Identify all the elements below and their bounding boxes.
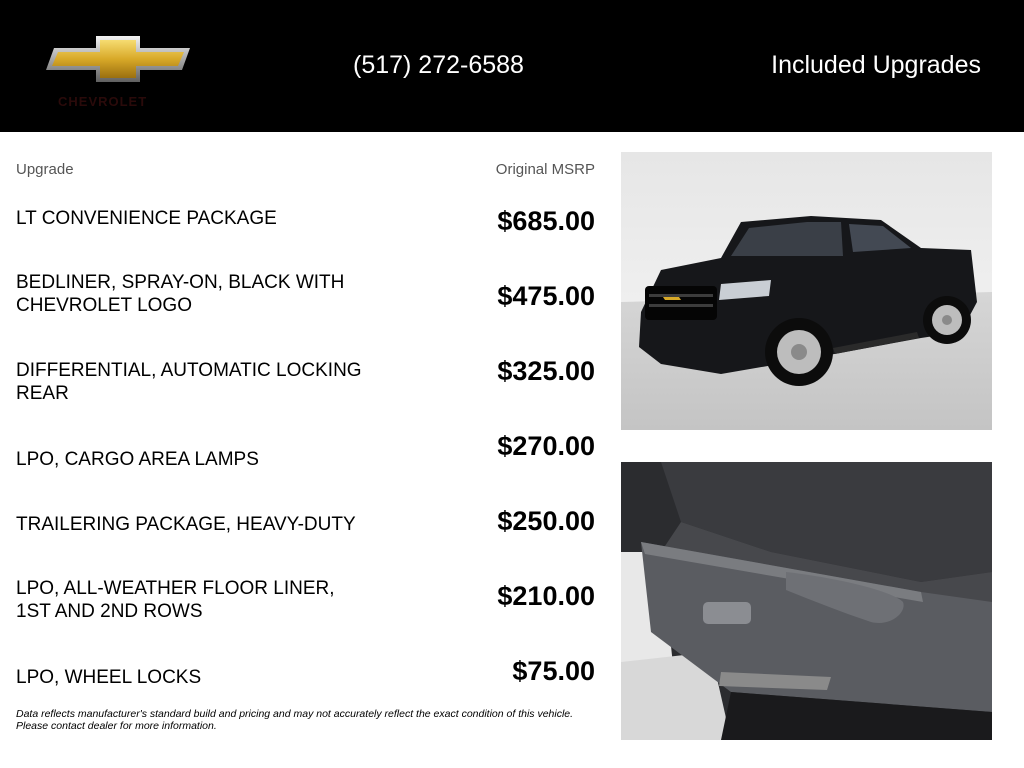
upgrade-name: LPO, WHEEL LOCKS <box>16 667 202 688</box>
upgrade-name: BEDLINER, SPRAY-ON, BLACK WITH CHEVROLET LOGO <box>16 272 345 316</box>
upgrade-price: $475.00 <box>497 281 595 311</box>
upgrade-name: TRAILERING PACKAGE, HEAVY-DUTY <box>16 514 356 535</box>
upgrade-price: $325.00 <box>497 356 595 386</box>
dealer-phone[interactable]: (517) 272-6588 <box>353 51 524 79</box>
upgrade-price: $270.00 <box>497 431 595 461</box>
upgrade-name: DIFFERENTIAL, AUTOMATIC LOCKING REAR <box>16 360 362 404</box>
brand-wordmark: CHEVROLET <box>58 94 148 109</box>
upgrade-price: $250.00 <box>497 506 595 536</box>
upgrade-name: LT CONVENIENCE PACKAGE <box>16 208 277 229</box>
upgrade-name: LPO, CARGO AREA LAMPS <box>16 449 259 470</box>
upgrade-name: LPO, ALL-WEATHER FLOOR LINER, 1ST AND 2ND ROWS <box>16 578 335 622</box>
vehicle-exterior-photo <box>621 152 992 430</box>
disclaimer-text: Data reflects manufacturer's standard build and pricing and may not accurately reflect the exact condition of this vehicle. Please contact dealer for more information. <box>16 708 574 732</box>
upgrade-price: $685.00 <box>497 206 595 236</box>
page-title: Included Upgrades <box>771 51 981 79</box>
upgrade-price: $210.00 <box>497 581 595 611</box>
upgrade-price: $75.00 <box>512 656 595 686</box>
seat-interior-photo <box>621 462 992 740</box>
upgrade-column-header: Upgrade <box>16 161 74 178</box>
header-bar <box>0 0 1024 132</box>
msrp-column-header: Original MSRP <box>495 161 595 178</box>
